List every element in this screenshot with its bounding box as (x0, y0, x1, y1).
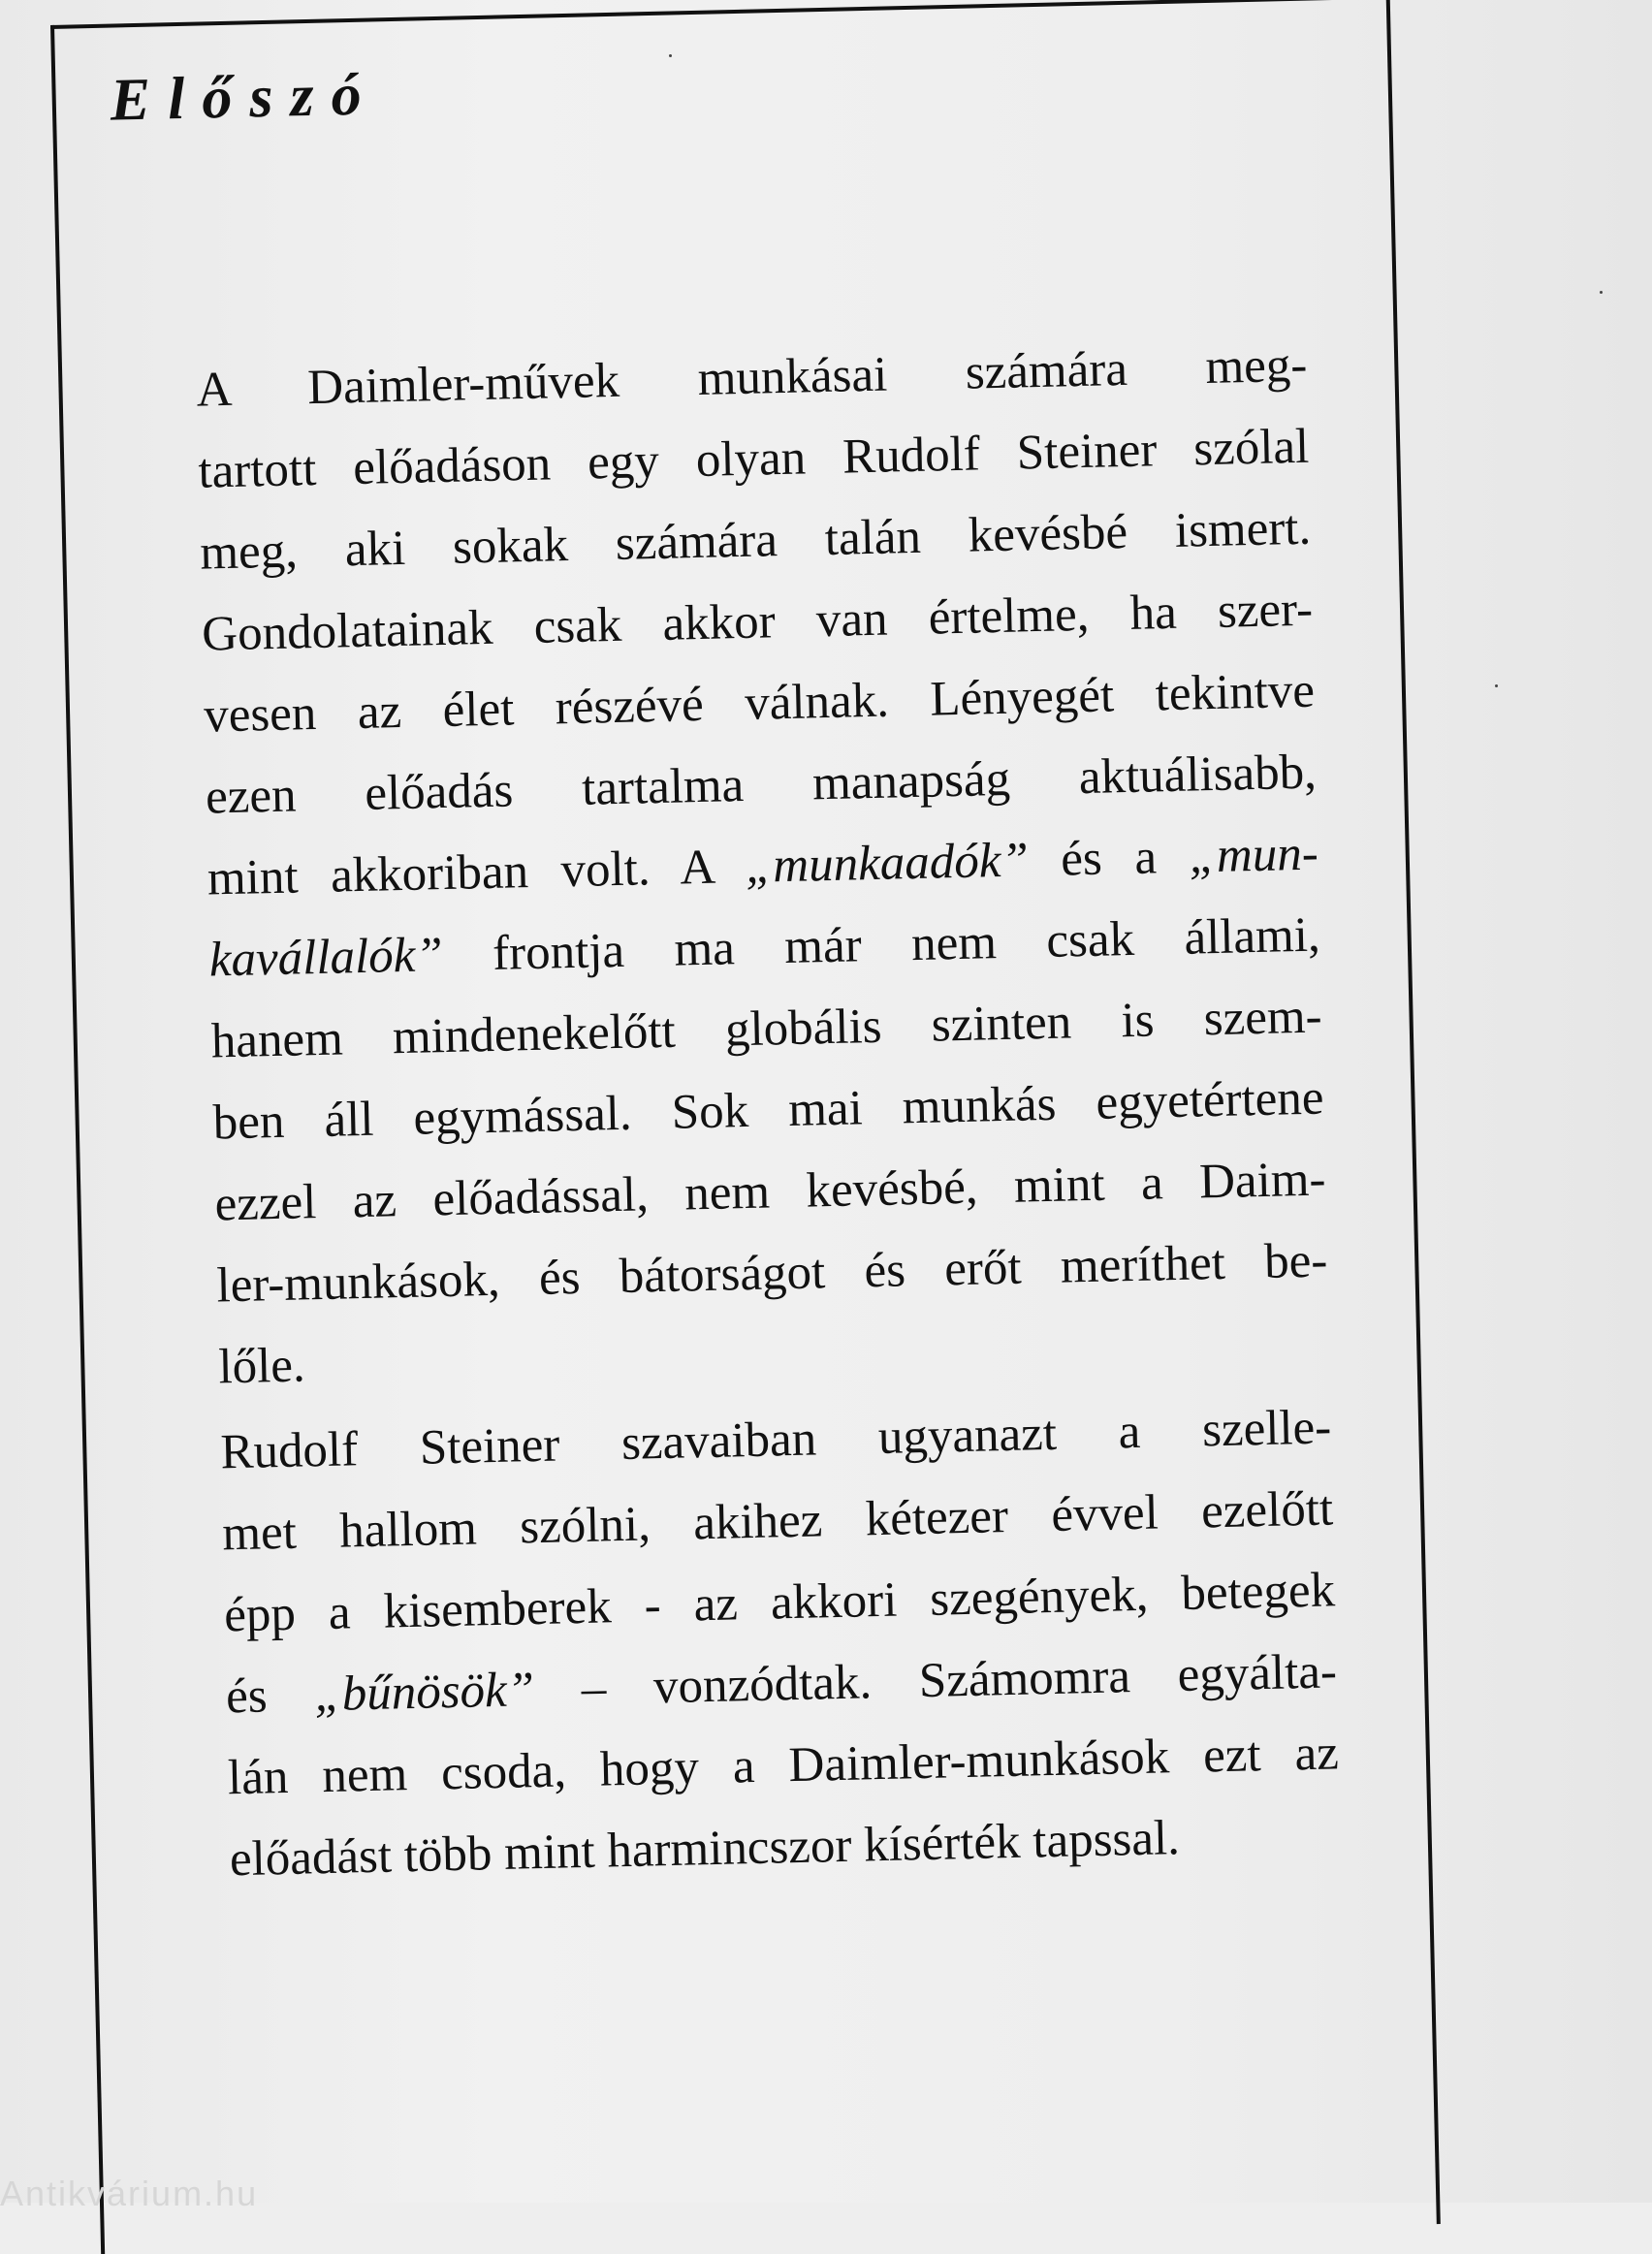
text-line: A Daimler-művek munkásai számára meg- (195, 337, 1308, 418)
text-line: ezen előadás tartalma manapság aktuálisabb, (205, 745, 1318, 825)
text-line: ben áll egymással. Sok mai munkás egyetértene (212, 1070, 1325, 1151)
text-line: met hallom szólni, akihez kétezer évvel ezelőtt (221, 1481, 1334, 1562)
page-title: Előszó (110, 61, 380, 134)
text-line: tartott előadáson egy olyan Rudolf Steiner szólal (197, 419, 1310, 499)
speck (1600, 291, 1603, 294)
text-line: ezzel az előadással, nem kevésbé, mint a Daim- (214, 1152, 1326, 1232)
text-line: vesen az élet részévé válnak. Lényegét tekintve (203, 663, 1316, 744)
text-line: ler-munkások, és bátorságot és erőt meríthet be- (215, 1233, 1328, 1314)
text-line: lőle. (217, 1338, 306, 1395)
text-line: és „bűnösök” – vonzódtak. Számomra egyálta- (225, 1644, 1338, 1725)
text-frame (50, 0, 1441, 2254)
paragraph-2 (139, 1386, 1342, 1902)
paragraph-1 (114, 325, 1330, 1411)
text-line: Gondolatainak csak akkor van értelme, ha szer- (201, 582, 1314, 662)
speck (1495, 684, 1498, 687)
text-line: hanem mindenekelőtt globális szinten is szem- (210, 989, 1323, 1069)
text-line: előadást több mint harmincszor kísérték tapssal. (229, 1811, 1181, 1888)
text-line: mint akkoriban volt. A „munkaadók” és a „mun- (206, 826, 1319, 906)
text-line: épp a kisemberek - az akkori szegények, betegek (223, 1563, 1336, 1643)
speck (669, 54, 672, 57)
body-text (114, 325, 1342, 1902)
watermark: Antikvárium.hu (0, 2174, 259, 2213)
text-line: kavállalók” frontja ma már nem csak állami, (208, 907, 1321, 988)
text-line: lán nem csoda, hogy a Daimler-munkások ezt az (227, 1726, 1340, 1806)
text-line: Rudolf Steiner szavaiban ugyanazt a szelle- (219, 1400, 1332, 1480)
text-line: meg, aki sokak számára talán kevésbé ismert. (199, 500, 1312, 581)
